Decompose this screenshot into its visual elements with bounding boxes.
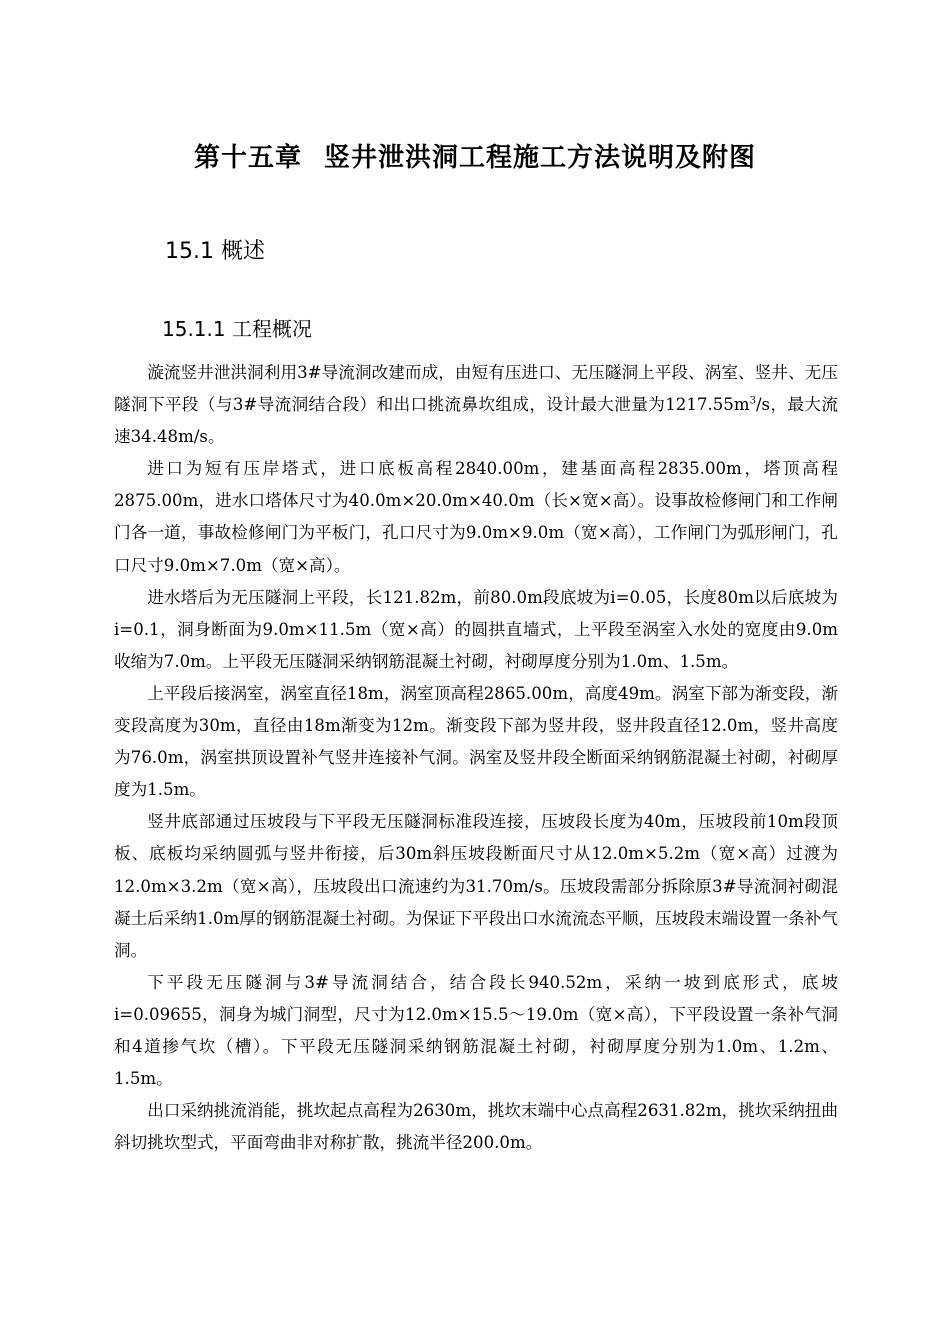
paragraph-overview: 漩流竖井泄洪洞利用3#导流洞改建而成，由短有压进口、无压隧洞上平段、涡室、竖井、无压隧洞下平段（与3#导流洞结合段）和出口挑流鼻坎组成，设计最大泄量为$1217.55m^3/s$，最大流速34.48m/s。	[114, 363, 838, 447]
chapter-title-text: 竖井泄洪洞工程施工方法说明及附图	[324, 143, 757, 173]
subsection-number: 15.1.1	[162, 317, 226, 341]
chapter-title	[0, 137, 950, 174]
paragraph-lower-tunnel: 下平段无压隧洞与3#导流洞结合，结合段长940.52m，采纳一坡到底形式，底坡i=0.09655，洞身为城门洞型，尺寸为12.0m×15.5～19.0m（宽×高），下平段设置一条补气洞和4道掺气坎（槽）。下平段无压隧洞采纳钢筋混凝土衬砌，衬砌厚度分别为1.0m、1.2m、1.5m。	[114, 972, 838, 1089]
subsection-heading	[162, 313, 312, 342]
paragraph-vortex-chamber: 上平段后接涡室，涡室直径18m，涡室顶高程2865.00m，高度49m。涡室下部为渐变段，渐变段高度为30m，直径由18m渐变为12m。渐变段下部为竖井段，竖井段直径12.0m，竖井高度为76.0m，涡室拱顶设置补气竖井连接补气洞。涡室及竖井段全断面采纳钢筋混凝土衬砌，衬砌厚度为1.5m。	[114, 683, 838, 800]
chapter-number: 第十五章	[193, 143, 302, 173]
paragraph-outlet: 出口采纳挑流消能，挑坎起点高程为2630m，挑坎末端中心点高程2631.82m，挑坎采纳扭曲斜切挑坎型式，平面弯曲非对称扩散，挑流半径200.0m。	[114, 1101, 838, 1153]
paragraph-pressure-slope: 竖井底部通过压坡段与下平段无压隧洞标准段连接，压坡段长度为40m，压坡段前10m段顶板、底板均采纳圆弧与竖井衔接，后30m斜压坡段断面尺寸从12.0m×5.2m（宽×高）过渡为12.0m×3.2m（宽×高），压坡段出口流速约为31.70m/s。压坡段需部分拆除原3#导流洞衬砌混凝土后采纳1.0m厚的钢筋混凝土衬砌。为保证下平段出口水流流态平顺，压坡段末端设置一条补气洞。	[114, 812, 838, 960]
section-title: 概述	[220, 239, 265, 264]
paragraph-upper-tunnel: 进水塔后为无压隧洞上平段，长121.82m，前80.0m段底坡为i=0.05，长度80m以后底坡为i=0.1，洞身断面为9.0m×11.5m（宽×高）的圆拱直墙式，上平段至涡室入水处的宽度由9.0m收缩为7.0m。上平段无压隧洞采纳钢筋混凝土衬砌，衬砌厚度分别为1.0m、1.5m。	[114, 587, 838, 671]
section-heading	[165, 234, 265, 265]
section-number: 15.1	[165, 239, 214, 264]
subsection-title: 工程概况	[231, 317, 312, 341]
body-text	[114, 357, 838, 1159]
paragraph-intake: 进口为短有压岸塔式，进口底板高程2840.00m，建基面高程2835.00m，塔顶高程2875.00m，进水口塔体尺寸为40.0m×20.0m×40.0m（长×宽×高）。设事故检修闸门和工作闸门各一道，事故检修闸门为平板门，孔口尺寸为9.0m×9.0m（宽×高），工作闸门为弧形闸门，孔口尺寸9.0m×7.0m（宽×高）。	[114, 459, 838, 575]
